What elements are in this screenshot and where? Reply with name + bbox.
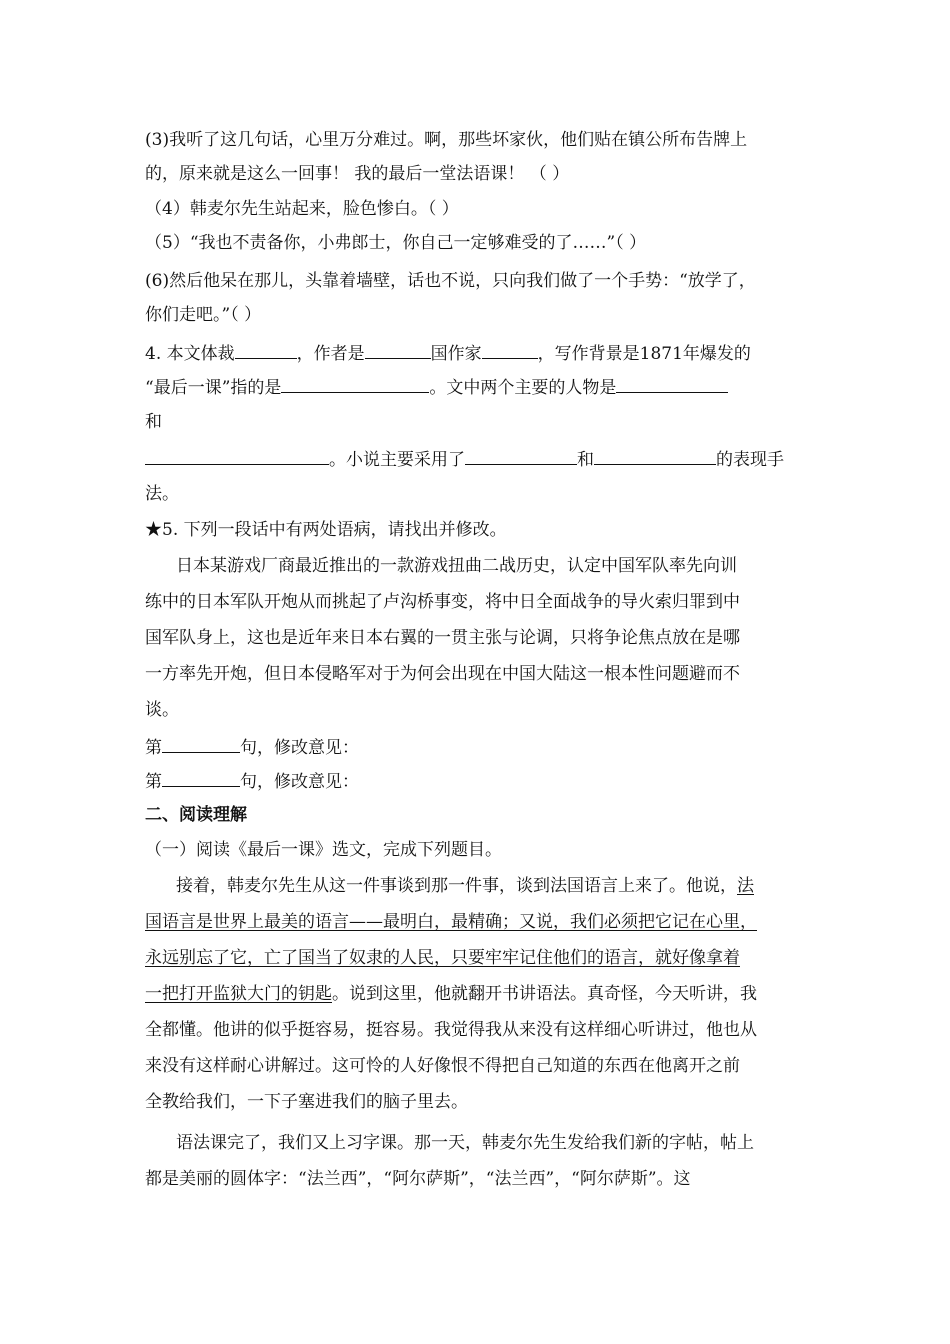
- reading-line-9: 都是美丽的圆体字：“法兰西”，“阿尔萨斯”，“法兰西”，“阿尔萨斯”。这: [145, 1169, 691, 1189]
- fix-line-2: [145, 768, 809, 794]
- question-item-4-line-5: 法。: [145, 484, 179, 504]
- passage-line-1: 日本某游戏厂商最近推出的一款游戏扭曲二战历史，认定中国军队率先向训: [176, 556, 737, 576]
- q4-text-9: 的表现手: [716, 450, 784, 470]
- q4-text-4: ，写作背景是1871年爆发的: [537, 344, 751, 364]
- q4-text-2: ，作者是: [296, 344, 365, 364]
- reading-line-3: 永远别忘了它，亡了国当了奴隶的人民，只要牢牢记住他们的语言，就好像拿着: [145, 948, 740, 968]
- section-heading-reading: 二、阅读理解: [145, 805, 247, 825]
- passage-line-4: 一方率先开炮，但日本侵略军对于为何会出现在中国大陆这一根本性问题避而不: [145, 664, 740, 684]
- reading-line-2: 国语言是世界上最美的语言——最明白，最精确；又说，我们必须把它记在心里，: [145, 912, 757, 932]
- q4-text-6: 。文中两个主要的人物是: [429, 378, 617, 398]
- q4-text-7: 。小说主要采用了: [329, 450, 465, 470]
- passage-line-2: 练中的日本军队开炮从而挑起了卢沟桥事变，将中日全面战争的导火索归罪到中: [145, 592, 740, 612]
- fix-2-text: 句，修改意见：: [240, 772, 359, 792]
- genre-blank[interactable]: [235, 340, 297, 359]
- q4-text-8: 和: [577, 450, 594, 470]
- nation-blank[interactable]: [482, 340, 538, 359]
- question-item-5-title: ★5. 下列一段话中有两处语病，请找出并修改。: [145, 520, 507, 540]
- character-1-blank[interactable]: [616, 374, 728, 393]
- character-2-blank[interactable]: [145, 446, 329, 465]
- fix-1-text: 句，修改意见：: [240, 738, 359, 758]
- fix-1-label: 第: [145, 738, 162, 758]
- fix-line-1: [145, 734, 809, 760]
- sentence-2-blank[interactable]: [162, 768, 240, 787]
- reading-line-1-plain: 接着，韩麦尔先生从这一件事谈到那一件事，谈到法国语言上来了。他说，: [176, 876, 737, 896]
- passage-line-3: 国军队身上，这也是近年来日本右翼的一贯主张与论调，只将争论焦点放在是哪: [145, 628, 740, 648]
- author-blank[interactable]: [365, 340, 431, 359]
- question-5-line: （5）“我也不责备你，小弗郎士，你自己一定够难受的了……”（ ）: [145, 233, 647, 253]
- fix-2-label: 第: [145, 772, 162, 792]
- sentence-1-blank[interactable]: [162, 734, 240, 753]
- reading-line-1: [176, 874, 809, 898]
- reading-line-4: [145, 982, 809, 1006]
- reading-line-7: 全教给我们，一下子塞进我们的脑子里去。: [145, 1092, 468, 1112]
- reading-line-4-plain: 。说到这里，他就翻开书讲语法。真奇怪，今天听讲，我: [332, 984, 757, 1004]
- passage-line-5: 谈。: [145, 700, 179, 720]
- question-3-line-2: 的，原来就是这么一回事！ 我的最后一堂法语课！ （ ）: [145, 164, 570, 184]
- reading-line-4-underlined: 一把打开监狱大门的钥匙: [145, 984, 332, 1004]
- reading-line-8: 语法课完了，我们又上习字课。那一天，韩麦尔先生发给我们新的字帖，帖上: [176, 1133, 754, 1153]
- question-6-line-2: 你们走吧。”（ ）: [145, 305, 262, 325]
- meaning-blank[interactable]: [281, 374, 429, 393]
- question-item-4-line-2: [145, 374, 809, 400]
- reading-line-1-underlined: 法: [737, 876, 754, 896]
- technique-2-blank[interactable]: [594, 446, 716, 465]
- question-item-4-line-3: 和: [145, 412, 162, 432]
- q4-text-5: “最后一课”指的是: [145, 378, 282, 398]
- q4-text-3: 国作家: [430, 344, 482, 364]
- question-3-line-1: (3)我听了这几句话，心里万分难过。啊，那些坏家伙，他们贴在镇公所布告牌上: [145, 130, 748, 150]
- question-item-4-line-1: [145, 340, 809, 366]
- reading-line-6: 来没有这样耐心讲解过。这可怜的人好像恨不得把自己知道的东西在他离开之前: [145, 1056, 740, 1076]
- question-4-line: （4）韩麦尔先生站起来，脸色惨白。（ ）: [145, 199, 459, 219]
- question-6-line-1: (6)然后他呆在那儿，头靠着墙壁，话也不说，只向我们做了一个手势：“放学了，: [145, 271, 756, 291]
- technique-1-blank[interactable]: [465, 446, 577, 465]
- sub-heading-1: （一）阅读《最后一课》选文，完成下列题目。: [145, 840, 502, 860]
- question-item-4-line-4: [145, 446, 809, 472]
- reading-line-5: 全都懂。他讲的似乎挺容易，挺容易。我觉得我从来没有这样细心听讲过，他也从: [145, 1020, 757, 1040]
- q4-text-1: 4. 本文体裁: [145, 344, 235, 364]
